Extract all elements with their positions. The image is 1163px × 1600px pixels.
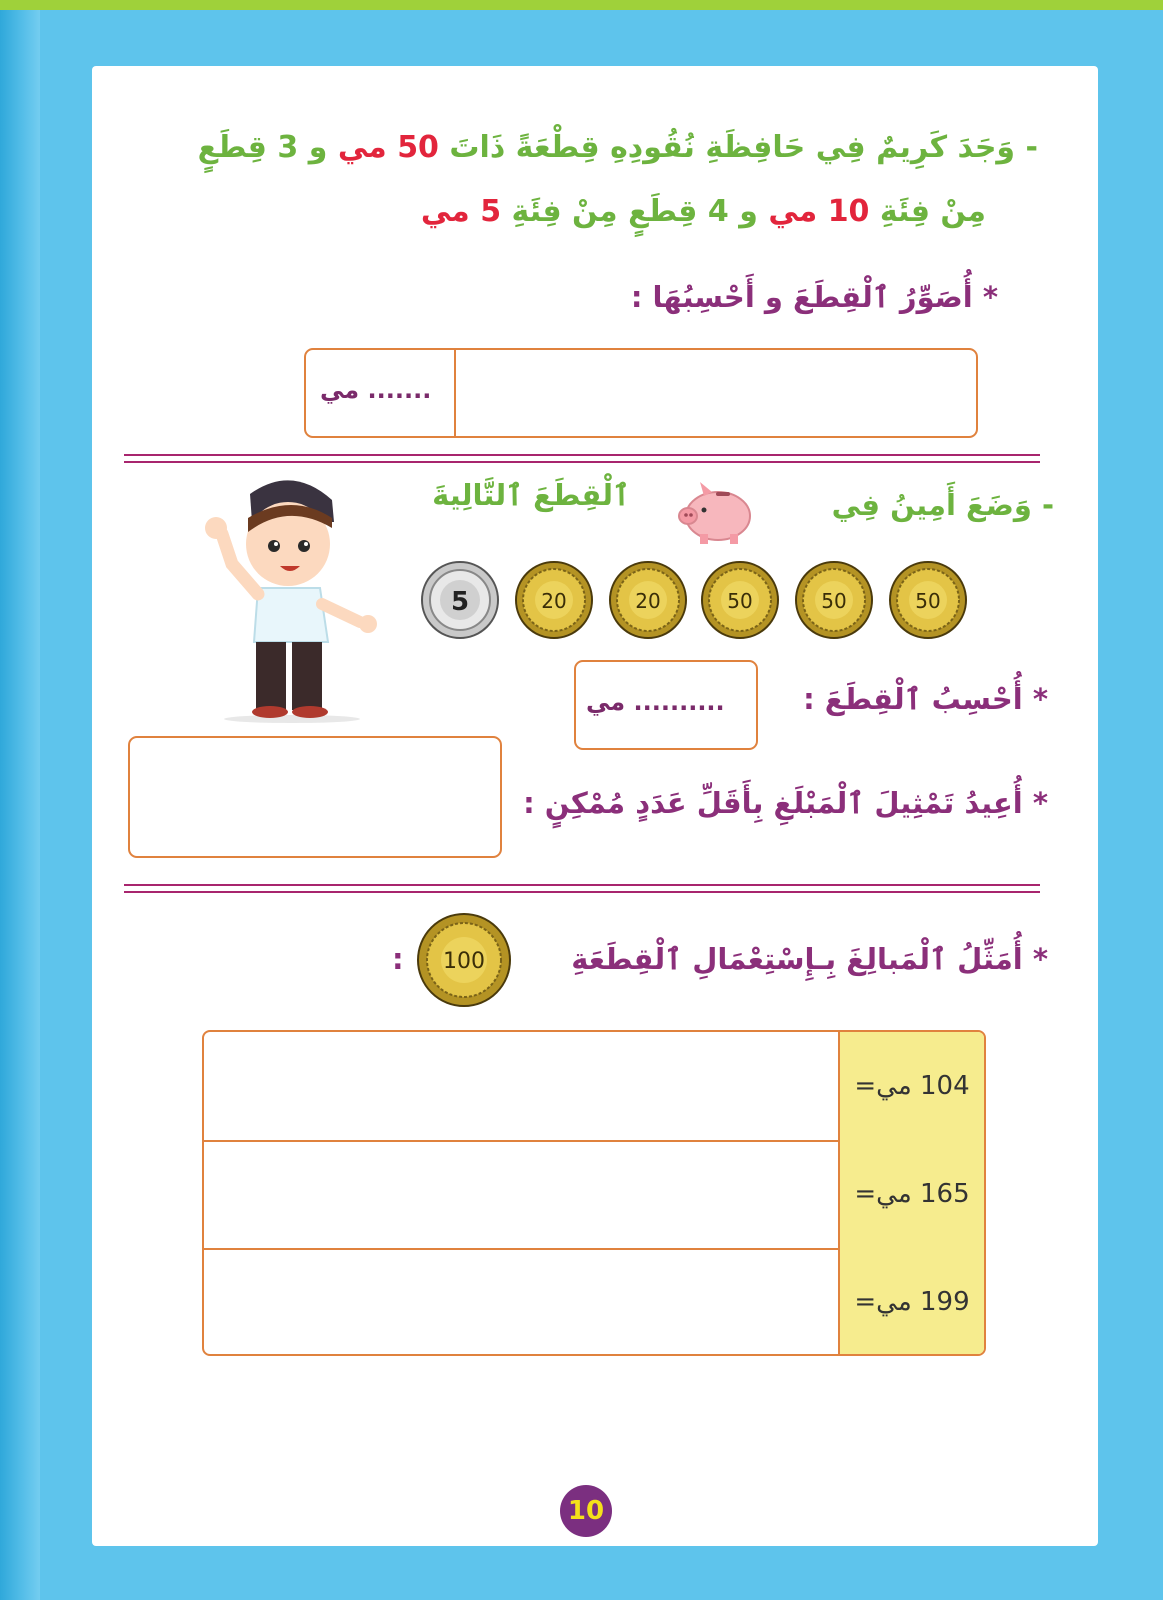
answer-placeholder[interactable]: ....... مي: [320, 376, 432, 404]
line1-text-b: و 3 قِطَعٍ: [197, 130, 328, 165]
piggy-bank-icon: [674, 470, 756, 554]
amount-cell: 165 مي=: [838, 1140, 984, 1248]
exercise1-line2: [421, 194, 986, 229]
coin-100: [416, 912, 512, 1012]
coin-50-c: [888, 560, 968, 644]
top-strip: [0, 0, 1163, 10]
table-row[interactable]: [204, 1248, 984, 1356]
exercise2-sentence-b: ٱلْقِطَعَ ٱلتَّالِيةَ: [432, 478, 630, 512]
coin-50-label: 50: [727, 589, 753, 613]
amount-cell: 104 مي=: [838, 1032, 984, 1140]
book-spine: [0, 0, 40, 1600]
line1-amount: 50 مي: [337, 130, 439, 165]
exercise2-represent-instruction: * أُعِيدُ تَمْثِيلَ ٱلْمَبْلَغِ بِأَقَلِّ عَدَدٍ مُمْكِنٍ :: [523, 786, 1048, 820]
coin-100-label: 100: [443, 949, 485, 974]
exercise3-colon: :: [392, 942, 404, 976]
count-answer-box[interactable]: [574, 660, 758, 750]
represent-answer-box[interactable]: [128, 736, 502, 858]
line1-text: وَجَدَ كَرِيمٌ فِي حَافِظَةِ نُقُودِهِ قِطْعَةً ذَاتَ: [449, 130, 1016, 165]
page-number: 10: [560, 1485, 612, 1537]
coin-20-label: 20: [541, 589, 567, 613]
answer-box-divider: [454, 350, 456, 436]
line2-text-b: و 4 قِطَعٍ مِنْ فِئَةِ: [511, 194, 758, 229]
exercise1-answer-box[interactable]: [304, 348, 978, 438]
coin-50-label: 50: [915, 589, 941, 613]
exercise2-count-instruction: * أُحْسِبُ ٱلْقِطَعَ :: [803, 682, 1048, 716]
coin-5: [420, 560, 500, 644]
table-row[interactable]: [204, 1032, 984, 1142]
exercise2-sentence-a: - وَضَعَ أَمِينُ فِي: [831, 488, 1054, 522]
count-placeholder[interactable]: .......... مي: [586, 688, 725, 716]
coin-20-b: [608, 560, 688, 644]
worksheet-page: [92, 66, 1098, 1546]
exercise1-line1: [198, 130, 1038, 165]
table-row[interactable]: [204, 1140, 984, 1250]
coin-20-label: 20: [635, 589, 661, 613]
amount-cell: 199 مي=: [838, 1248, 984, 1356]
section-divider-1: [124, 454, 1040, 463]
coin-5-label: 5: [450, 587, 470, 617]
dash: -: [1025, 130, 1038, 165]
section-divider-2: [124, 884, 1040, 893]
line2-amount2: 5 مي: [420, 194, 502, 229]
exercise3-instruction: * أُمَثِّلُ ٱلْمَبالِغَ بِـإِسْتِعْمَالِ ٱلْقِطَعَةِ: [571, 942, 1048, 976]
line2-text: مِنْ فِئَةِ: [879, 194, 986, 229]
coin-50-b: [794, 560, 874, 644]
line2-amount1: 10 مي: [768, 194, 870, 229]
amounts-table: [202, 1030, 986, 1356]
coin-50-label: 50: [821, 589, 847, 613]
coin-20-a: [514, 560, 594, 644]
boy-illustration: [192, 474, 402, 728]
exercise1-instruction: * أُصَوِّرُ ٱلْقِطَعَ و أَحْسِبُهَا :: [630, 280, 998, 314]
coin-50-a: [700, 560, 780, 644]
